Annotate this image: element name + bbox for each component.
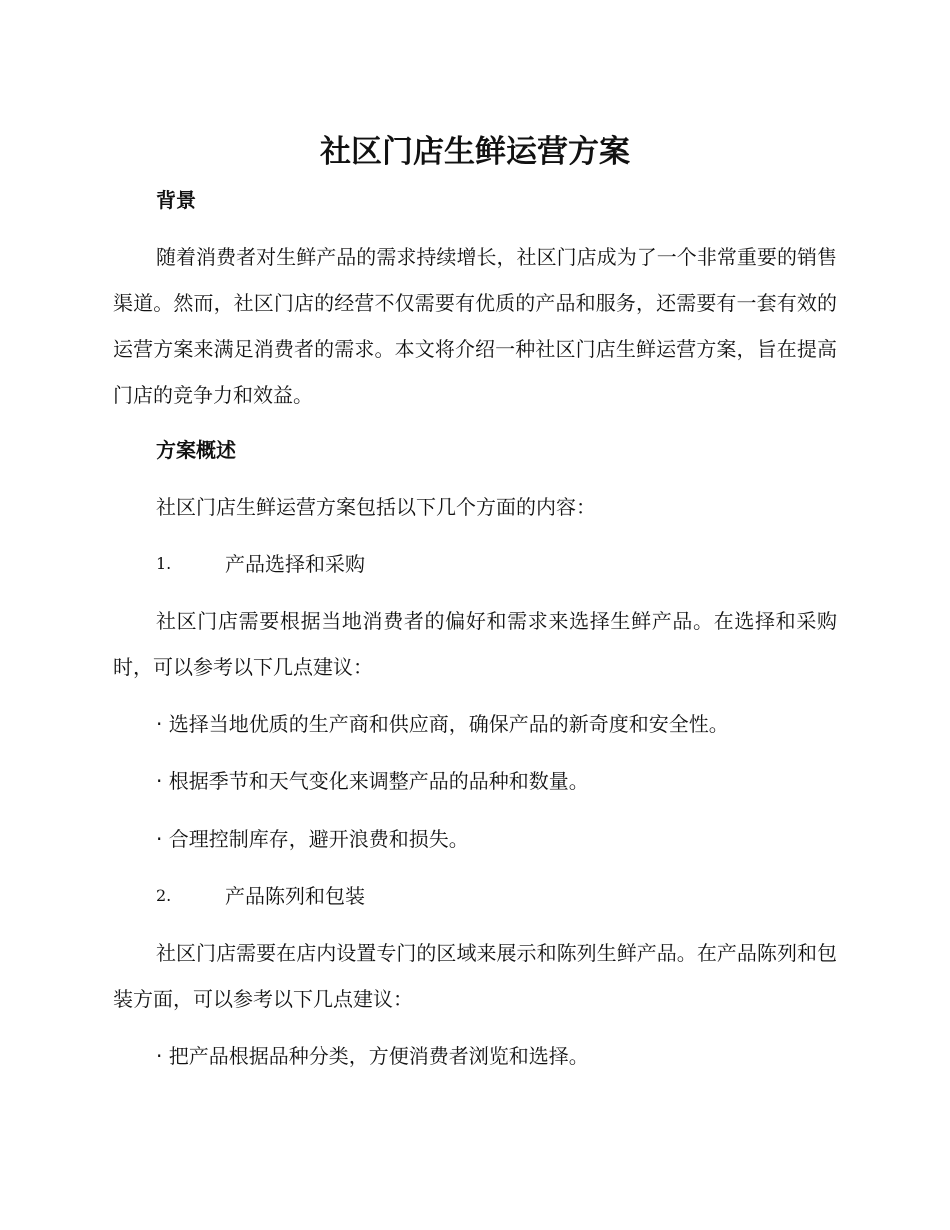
display-packaging-paragraph: 社区门店需要在店内设置专门的区域来展示和陈列生鲜产品。在产品陈列和包装方面，可以参考以下几点建议： — [113, 941, 837, 1011]
section-heading-overview: 方案概述 — [156, 438, 236, 462]
section-title-display-packaging: 产品陈列和包装 — [225, 884, 365, 908]
bullet-item: · 根据季节和天气变化来调整产品的品种和数量。 — [156, 769, 589, 793]
product-selection-paragraph: 社区门店需要根据当地消费者的偏好和需求来选择生鲜产品。在选择和采购时，可以参考以下几点建议： — [113, 609, 837, 679]
bullet-item: · 合理控制库存，避开浪费和损失。 — [156, 827, 469, 851]
bullet-item: · 把产品根据品种分类，方便消费者浏览和选择。 — [156, 1044, 589, 1068]
section-number: 1. — [156, 554, 172, 573]
overview-intro: 社区门店生鲜运营方案包括以下几个方面的内容： — [156, 495, 596, 519]
section-number: 2. — [156, 886, 172, 905]
document-title: 社区门店生鲜运营方案 — [320, 134, 630, 170]
section-heading-background: 背景 — [156, 188, 196, 212]
bullet-item: · 选择当地优质的生产商和供应商，确保产品的新奇度和安全性。 — [156, 712, 729, 736]
background-paragraph: 随着消费者对生鲜产品的需求持续增长，社区门店成为了一个非常重要的销售渠道。然而，社区门店的经营不仅需要有优质的产品和服务，还需要有一套有效的运营方案来满足消费者的需求。本文将介绍一种社区门店生鲜运营方案，旨在提高门店的竞争力和效益。 — [113, 245, 837, 407]
section-title-product-selection: 产品选择和采购 — [225, 552, 365, 576]
